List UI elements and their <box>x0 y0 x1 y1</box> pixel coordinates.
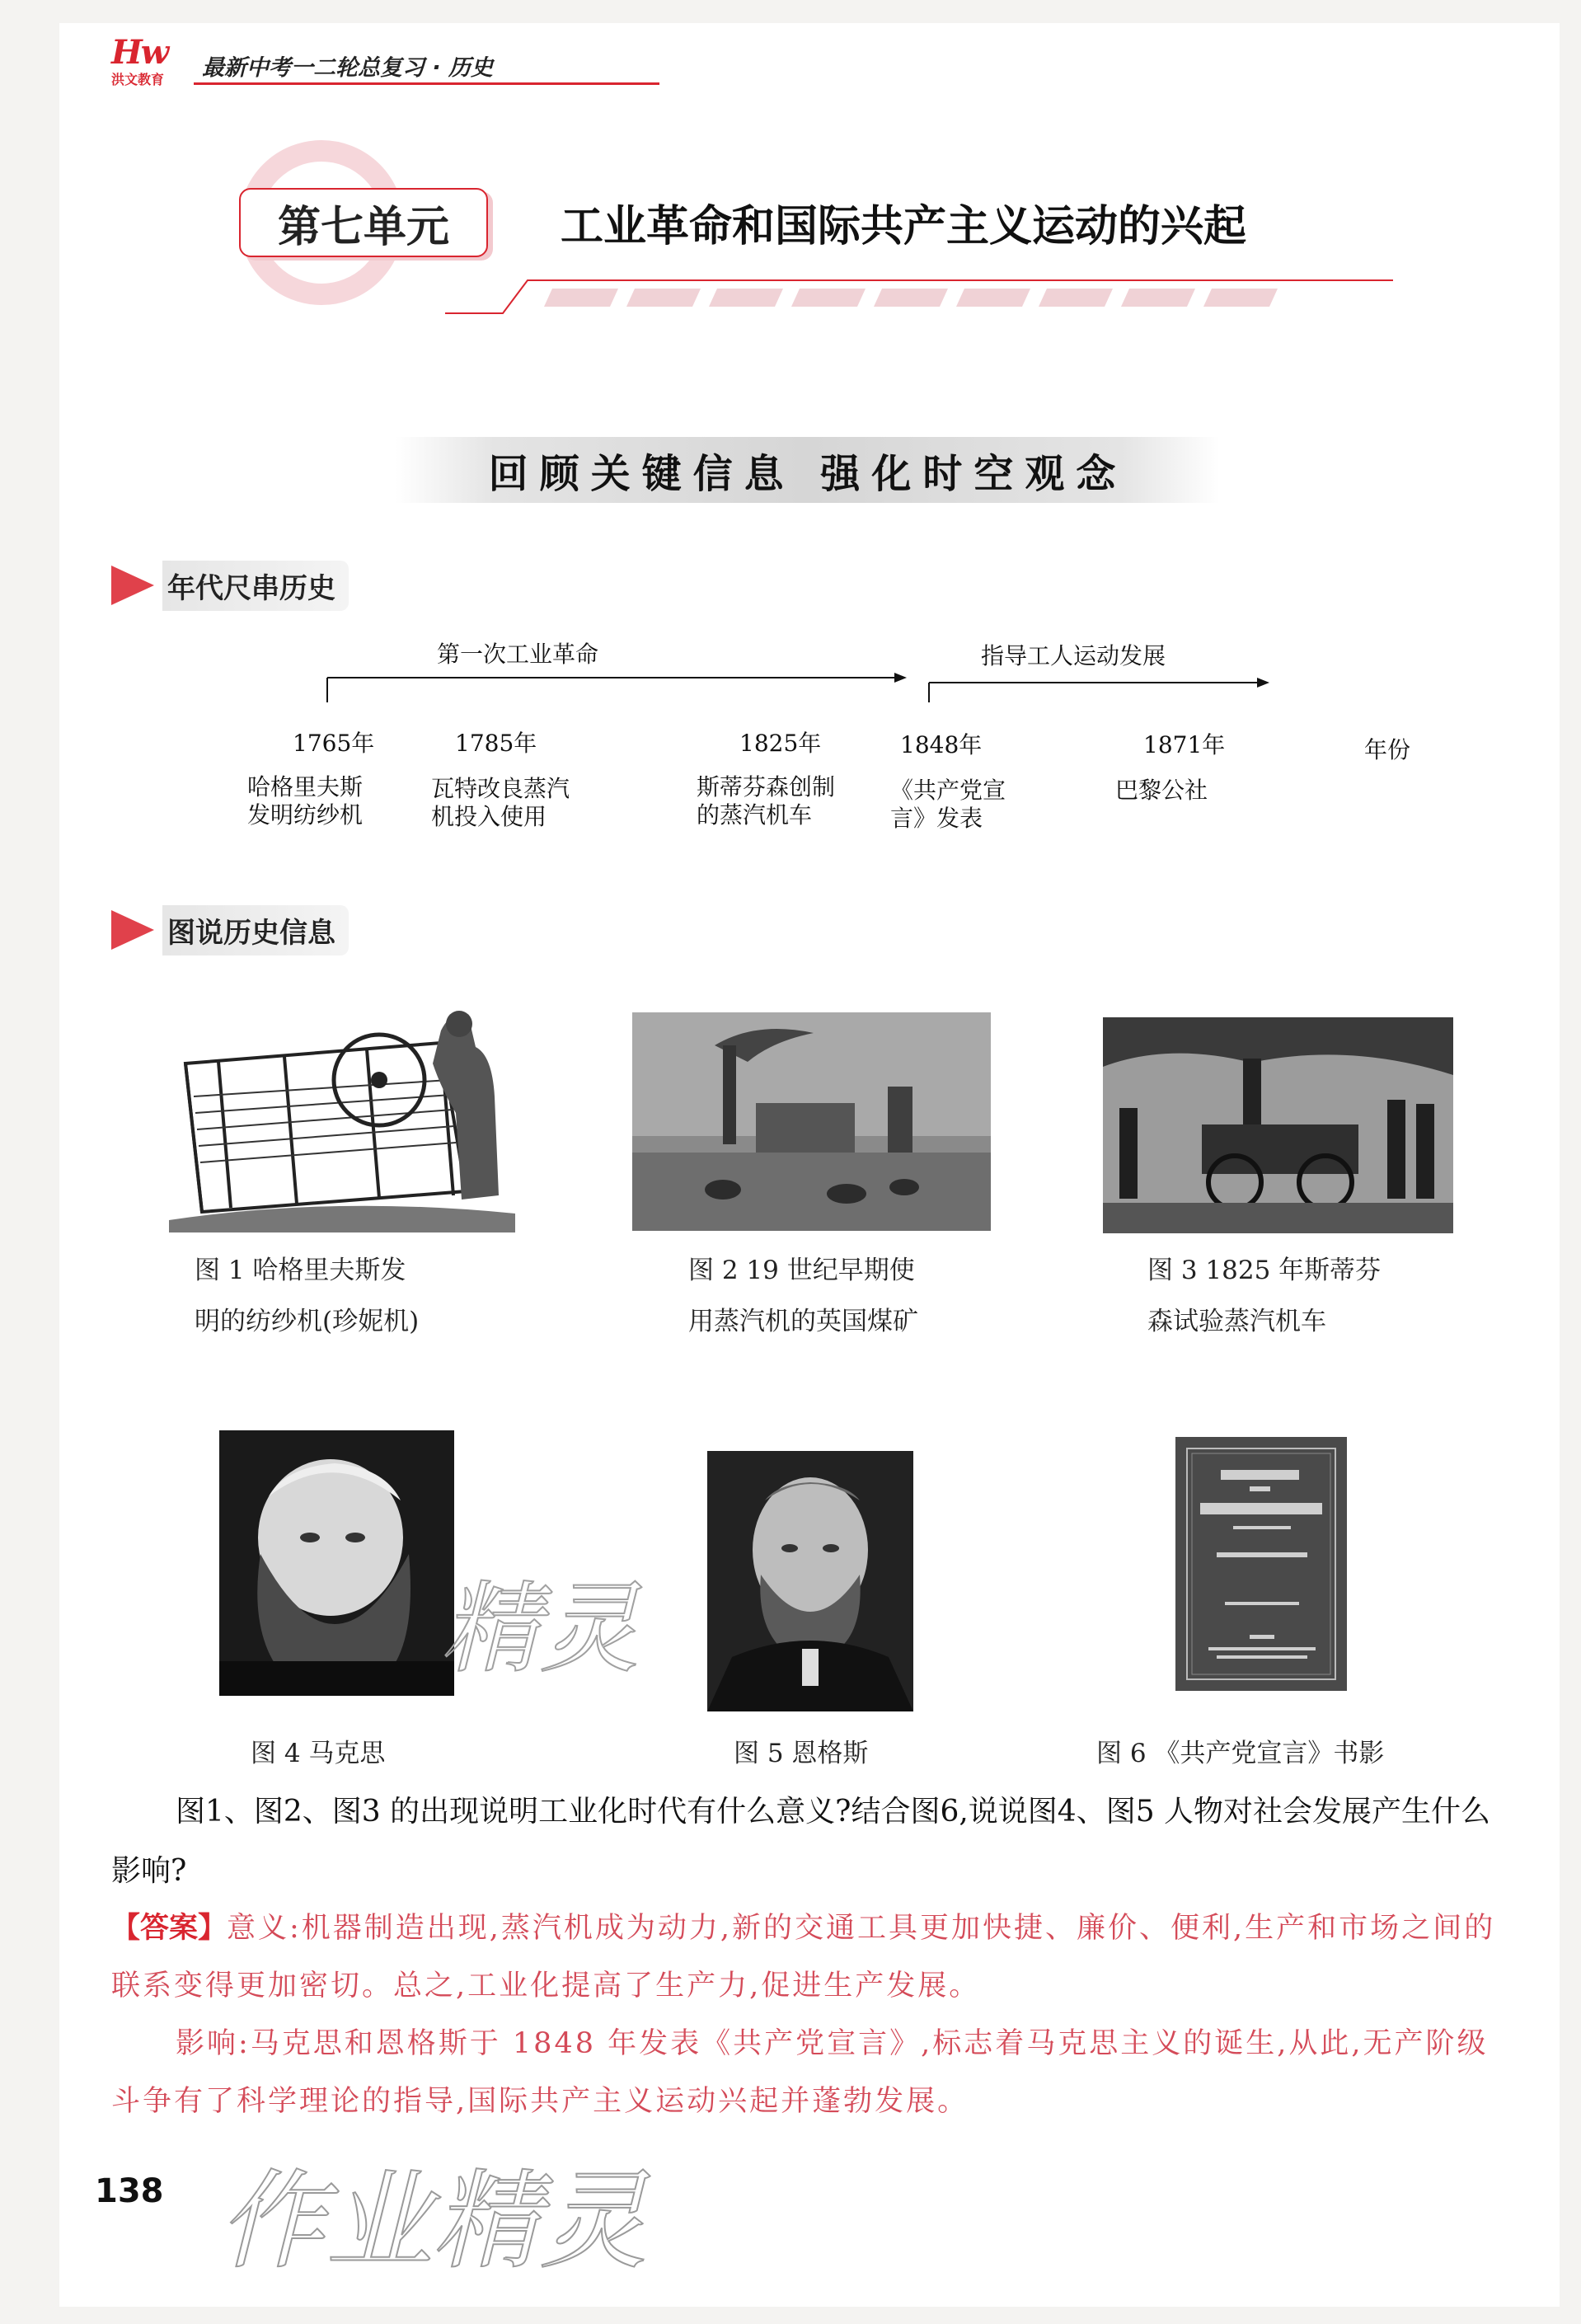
question-text: 图1、图2、图3 的出现说明工业化时代有什么意义?结合图6,说说图4、图5 人物对社会发展产生什么影响? <box>111 1795 1491 1888</box>
unit-title: 工业革命和国际共产主义运动的兴起 <box>561 201 1247 251</box>
figure-5-engels-portrait <box>707 1451 913 1711</box>
timeline-event: 斯蒂芬森创制的蒸汽机车 <box>697 773 836 829</box>
figure-3-caption <box>1147 1245 1381 1347</box>
subhead-arrow-icon <box>111 566 154 605</box>
timeline-axis-label: 年份 <box>1364 736 1411 763</box>
timeline-axis <box>198 627 1451 709</box>
timeline-year: 1785年 <box>455 730 537 757</box>
timeline-year: 1871年 <box>1143 731 1226 758</box>
figure-1-caption <box>195 1245 419 1347</box>
timeline-year: 1765年 <box>293 730 375 757</box>
timeline-range-label-1: 第一次工业革命 <box>437 641 599 668</box>
timeline-event: 哈格里夫斯发明纺纱机 <box>247 773 364 829</box>
figure-3-locomotive <box>1103 1017 1453 1233</box>
book-title: 最新中考一二轮总复习 · 历史 <box>202 55 494 81</box>
answer-paragraph-2: 影响:马克思和恩格斯于 1848 年发表《共产党宣言》,标志着马克思主义的诞生,从此,无产阶级斗争有了科学理论的指导,国际共产主义运动兴起并蓬勃发展。 <box>111 2027 1489 2118</box>
figure-5-caption: 图 5 恩格斯 <box>734 1739 869 1768</box>
timeline-year: 1848年 <box>900 731 983 758</box>
timeline-event: 瓦特改良蒸汽机投入使用 <box>431 775 570 830</box>
timeline-year: 1825年 <box>739 730 822 757</box>
subhead-figures-label: 图说历史信息 <box>162 905 349 955</box>
answer-tag: 【答案】 <box>111 1912 228 1945</box>
subhead-timeline-label: 年代尺串历史 <box>162 561 349 611</box>
unit-label: 第七单元 <box>239 188 488 257</box>
subhead-arrow-icon <box>111 910 154 950</box>
answer-block <box>111 1899 1504 2130</box>
unit-decor-stripes <box>445 264 1393 322</box>
figure-2-caption <box>688 1245 918 1347</box>
figure-6-caption: 图 6 《共产党宣言》书影 <box>1096 1739 1385 1768</box>
figure-caption-line: 图 1 哈格里夫斯发 <box>195 1256 406 1285</box>
figure-2-coal-mine <box>632 1012 991 1231</box>
timeline-range-label-2: 指导工人运动发展 <box>981 642 1166 669</box>
section-banner: 回顾关键信息 强化时空观念 <box>396 437 1220 503</box>
page-number: 138 <box>95 2172 164 2210</box>
figure-4-caption: 图 4 马克思 <box>251 1739 386 1768</box>
figure-caption-line: 用蒸汽机的英国煤矿 <box>688 1307 918 1336</box>
figure-6-manifesto-cover <box>1175 1437 1347 1691</box>
figure-caption-line: 明的纺纱机(珍妮机) <box>195 1307 420 1336</box>
figure-caption-line: 图 2 19 世纪早期使 <box>688 1256 915 1285</box>
figure-caption-line: 图 3 1825 年斯蒂芬 <box>1147 1256 1382 1285</box>
answer-paragraph-1: 意义:机器制造出现,蒸汽机成为动力,新的交通工具更加快捷、廉价、便利,生产和市场之间的联系变得更加密切。总之,工业化提高了生产力,促进生产发展。 <box>111 1912 1496 2002</box>
subhead-timeline <box>111 561 349 610</box>
watermark-small: 精灵 <box>441 1572 639 1687</box>
logo-mark: Hw <box>111 33 168 72</box>
subhead-figures <box>111 905 349 955</box>
figure-caption-line: 森试验蒸汽机车 <box>1147 1307 1326 1336</box>
logo-text: 洪文教育 <box>111 72 165 87</box>
publisher-logo <box>111 33 190 87</box>
timeline <box>198 627 1451 841</box>
watermark: 作业精灵 <box>218 2158 648 2284</box>
timeline-event: 《共产党宣言》发表 <box>890 777 1006 832</box>
figure-4-marx-portrait <box>219 1430 454 1696</box>
figure-1-spinning-jenny <box>169 998 515 1232</box>
header-rule <box>194 82 659 85</box>
timeline-event: 巴黎公社 <box>1115 777 1208 804</box>
